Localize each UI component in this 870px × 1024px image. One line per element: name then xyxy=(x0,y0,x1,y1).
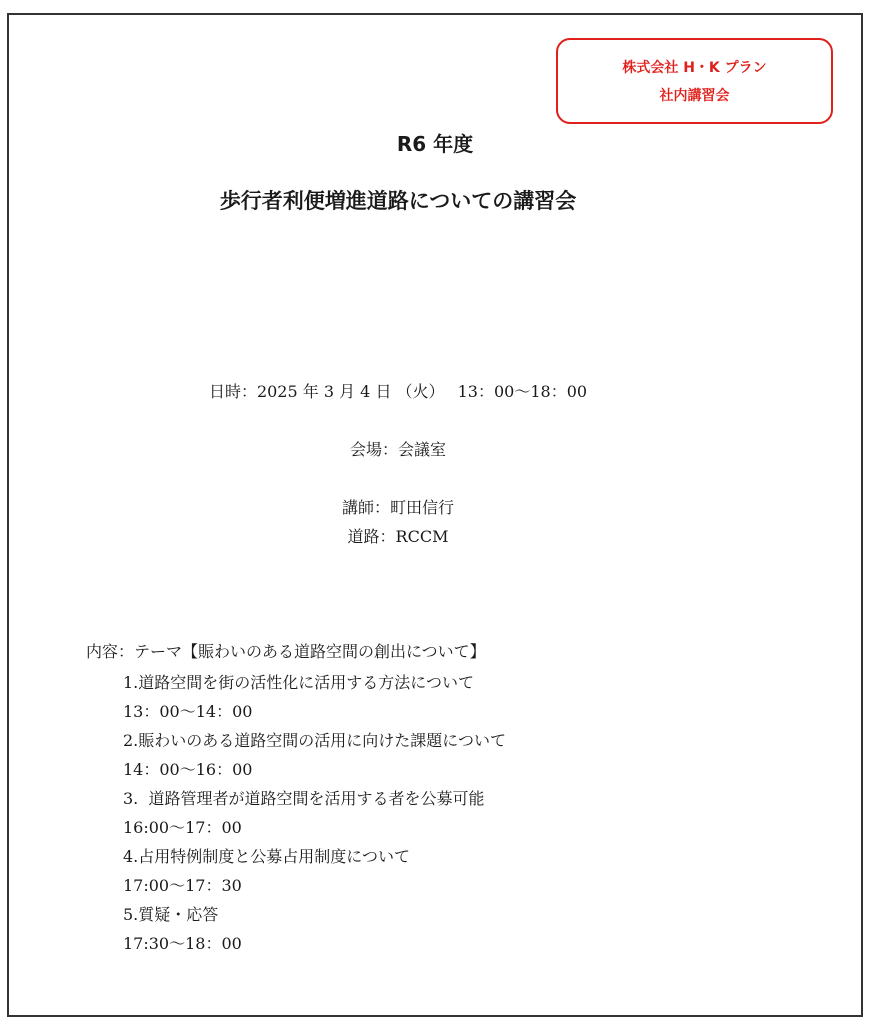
event-lecturer: 講師：町田信行 xyxy=(341,498,454,517)
content-theme-heading: 内容：テーマ【賑わいのある道路空間の創出について】 xyxy=(86,642,486,661)
event-datetime: 日時：2025 年 3 月 4 日 （火） 13：00〜18：00 xyxy=(208,382,588,401)
stamp-company-name: 株式会社 H・K プラン xyxy=(622,60,767,76)
lecturer-qualification: 道路：RCCM xyxy=(347,527,449,546)
document-title: 歩行者利便増進道路についての講習会 xyxy=(219,189,577,213)
agenda-item-time: 16:00〜17：00 xyxy=(123,818,242,837)
agenda-item-title: 3. 道路管理者が道路空間を活用する者を公募可能 xyxy=(123,789,485,808)
agenda-item-title: 1.道路空間を街の活性化に活用する方法について xyxy=(123,673,474,692)
agenda-item-time: 13：00〜14：00 xyxy=(123,702,253,721)
agenda-list xyxy=(123,668,506,958)
stamp-event-type: 社内講習会 xyxy=(659,88,730,104)
event-venue: 会場：会議室 xyxy=(349,440,446,459)
company-stamp xyxy=(556,38,833,124)
agenda-item-title: 2.賑わいのある道路空間の活用に向けた課題について xyxy=(123,731,506,750)
agenda-item-time: 17:00〜17：30 xyxy=(123,876,242,895)
agenda-item-title: 5.質疑・応答 xyxy=(123,905,219,924)
agenda-item-time: 14：00〜16：00 xyxy=(123,760,253,779)
agenda-item-time: 17:30〜18：00 xyxy=(123,934,242,953)
agenda-item-title: 4.占用特例制度と公募占用制度について xyxy=(123,847,410,866)
fiscal-year-heading: R6 年度 xyxy=(396,132,474,156)
